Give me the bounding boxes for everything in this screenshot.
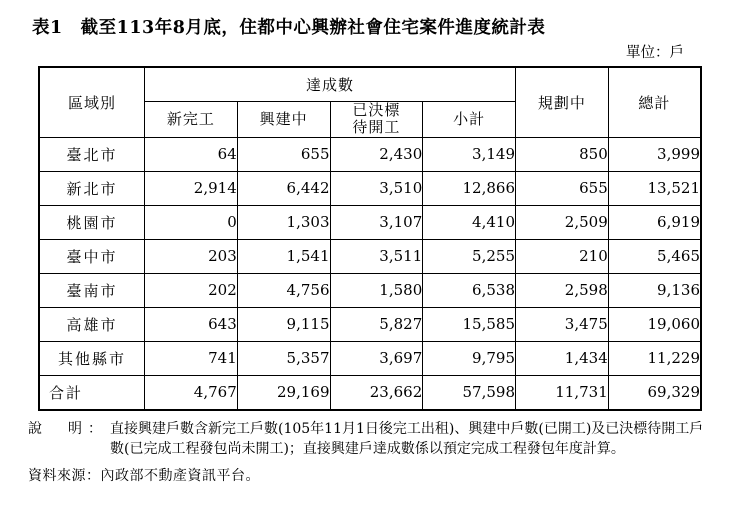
header-awarded-not-started (330, 102, 423, 138)
cell-planning-total: 11,731 (516, 375, 609, 410)
cell-total: 11,229 (608, 341, 701, 375)
cell-new-done: 0 (145, 205, 238, 239)
cell-total: 3,999 (608, 137, 701, 171)
table-row (39, 273, 701, 307)
cell-total-total: 69,329 (608, 375, 701, 410)
cell-planning: 1,434 (516, 341, 609, 375)
cell-under-construction: 5,357 (237, 341, 330, 375)
table-row (39, 171, 701, 205)
cell-region: 臺中市 (39, 239, 145, 273)
cell-under-construction: 1,303 (237, 205, 330, 239)
cell-new-done: 203 (145, 239, 238, 273)
cell-planning: 850 (516, 137, 609, 171)
cell-new-done: 741 (145, 341, 238, 375)
cell-total: 9,136 (608, 273, 701, 307)
cell-awarded: 3,510 (330, 171, 423, 205)
table-row (39, 137, 701, 171)
table-row (39, 341, 701, 375)
cell-total: 19,060 (608, 307, 701, 341)
cell-region: 臺北市 (39, 137, 145, 171)
cell-region: 其他縣市 (39, 341, 145, 375)
header-awarded-line2: 待開工 (352, 118, 401, 137)
cell-awarded: 2,430 (330, 137, 423, 171)
table-note (28, 419, 716, 460)
cell-region: 桃園市 (39, 205, 145, 239)
table-total-row (39, 375, 701, 410)
cell-region-total: 合計 (39, 375, 145, 410)
cell-planning: 2,598 (516, 273, 609, 307)
page-title: 表1 截至113年8月底，住都中心興辦社會住宅案件進度統計表 (32, 18, 546, 38)
cell-planning: 3,475 (516, 307, 609, 341)
cell-under-construction: 6,442 (237, 171, 330, 205)
header-region: 區域別 (39, 67, 145, 137)
cell-subtotal: 4,410 (423, 205, 516, 239)
header-row-1 (39, 67, 701, 102)
cell-region: 高雄市 (39, 307, 145, 341)
cell-awarded: 3,697 (330, 341, 423, 375)
note-label: 說 明： (28, 420, 108, 437)
cell-planning: 210 (516, 239, 609, 273)
header-planning: 規劃中 (516, 67, 609, 137)
cell-subtotal: 12,866 (423, 171, 516, 205)
header-total: 總計 (608, 67, 701, 137)
unit-label: 單位：戶 (626, 45, 684, 61)
cell-awarded-total: 23,662 (330, 375, 423, 410)
note-body: 直接興建戶數含新完工戶數(105年11月1日後完工出租)、興建中戶數(已開工)及已決標待開工戶數(已完成工程發包尚未開工)；直接興建戶達成數係以預定完成工程發包年度計算。 (110, 420, 704, 457)
header-subtotal: 小計 (423, 102, 516, 138)
table-row (39, 307, 701, 341)
cell-under-construction: 1,541 (237, 239, 330, 273)
table-body (39, 137, 701, 410)
table-header (39, 67, 701, 137)
cell-subtotal: 3,149 (423, 137, 516, 171)
cell-subtotal: 5,255 (423, 239, 516, 273)
cell-awarded: 3,107 (330, 205, 423, 239)
cell-planning: 655 (516, 171, 609, 205)
cell-subtotal: 15,585 (423, 307, 516, 341)
cell-new-done: 64 (145, 137, 238, 171)
cell-awarded: 5,827 (330, 307, 423, 341)
cell-awarded: 3,511 (330, 239, 423, 273)
header-achieved-group: 達成數 (145, 67, 516, 102)
cell-total: 6,919 (608, 205, 701, 239)
cell-region: 臺南市 (39, 273, 145, 307)
cell-under-construction: 4,756 (237, 273, 330, 307)
cell-subtotal: 6,538 (423, 273, 516, 307)
cell-under-construction: 9,115 (237, 307, 330, 341)
cell-under-construction-total: 29,169 (237, 375, 330, 410)
source-line: 資料來源：內政部不動產資訊平台。 (28, 468, 260, 485)
header-under-construction: 興建中 (237, 102, 330, 138)
cell-total: 13,521 (608, 171, 701, 205)
cell-new-done-total: 4,767 (145, 375, 238, 410)
header-awarded-line1: 已決標 (352, 101, 401, 119)
cell-region: 新北市 (39, 171, 145, 205)
cell-total: 5,465 (608, 239, 701, 273)
statistics-table (38, 66, 702, 411)
cell-subtotal-total: 57,598 (423, 375, 516, 410)
table-row (39, 205, 701, 239)
table-row (39, 239, 701, 273)
cell-under-construction: 655 (237, 137, 330, 171)
cell-new-done: 202 (145, 273, 238, 307)
cell-new-done: 2,914 (145, 171, 238, 205)
cell-new-done: 643 (145, 307, 238, 341)
cell-subtotal: 9,795 (423, 341, 516, 375)
header-new-done: 新完工 (145, 102, 238, 138)
cell-awarded: 1,580 (330, 273, 423, 307)
cell-planning: 2,509 (516, 205, 609, 239)
